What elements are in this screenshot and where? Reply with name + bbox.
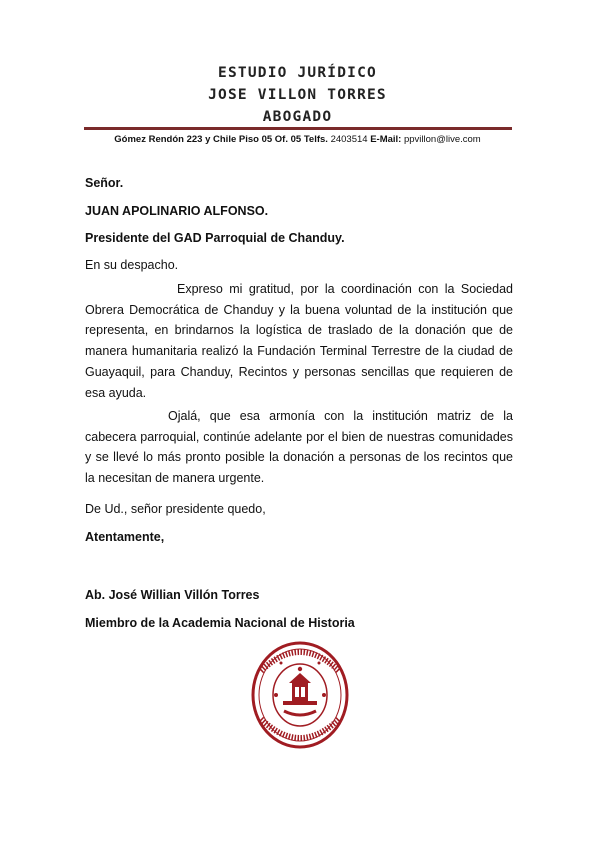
recipient-name: JUAN APOLINARIO ALFONSO. xyxy=(85,204,269,218)
letterhead-contact xyxy=(0,134,595,145)
recipient-title: Presidente del GAD Parroquial de Chanduy. xyxy=(85,231,345,245)
body-paragraph-1: Expreso mi gratitud, por la coordinación con la Sociedad Obrera Democrática de Chanduy y la buena voluntad de la institución que representa, en brindarnos la logística de traslado de la donación que de manera humanitaria realizó la Fundación Terminal Terrestre de la ciudad de Guayaquil, para Chanduy, Recintos y personas sencillas que requieren de esa ayuda. xyxy=(85,282,513,400)
letterhead-lawyer-name: JOSE VILLON TORRES xyxy=(208,87,387,103)
academy-seal-icon xyxy=(251,641,349,749)
body-paragraph-2: Ojalá, que esa armonía con la institución matriz de la cabecera parroquial, continúe adelante por el bien de nuestras comunidades y se llevé lo más pronto posible la donación a personas de los recintos que la necesitan de manera urgente. xyxy=(85,409,513,486)
signer-name: Ab. José Willian Villón Torres xyxy=(85,588,260,602)
contact-email-label: E-Mail: xyxy=(370,134,402,145)
salutation: Señor. xyxy=(85,176,124,190)
letterhead-firm-name: ESTUDIO JURÍDICO xyxy=(218,65,377,81)
delivery-line: En su despacho. xyxy=(85,258,179,272)
contact-address: Gómez Rendón 223 y Chile Piso 05 Of. 05 Telfs. xyxy=(114,134,328,145)
closing-line: De Ud., señor presidente quedo, xyxy=(85,502,266,516)
contact-email: ppvillon@live.com xyxy=(403,134,481,145)
signer-title: Miembro de la Academia Nacional de Historia xyxy=(85,616,355,630)
letterhead-profession: ABOGADO xyxy=(262,109,333,125)
contact-phone: 2403514 xyxy=(330,134,368,145)
letterhead-divider xyxy=(84,127,512,130)
closing: Atentamente, xyxy=(85,530,165,544)
